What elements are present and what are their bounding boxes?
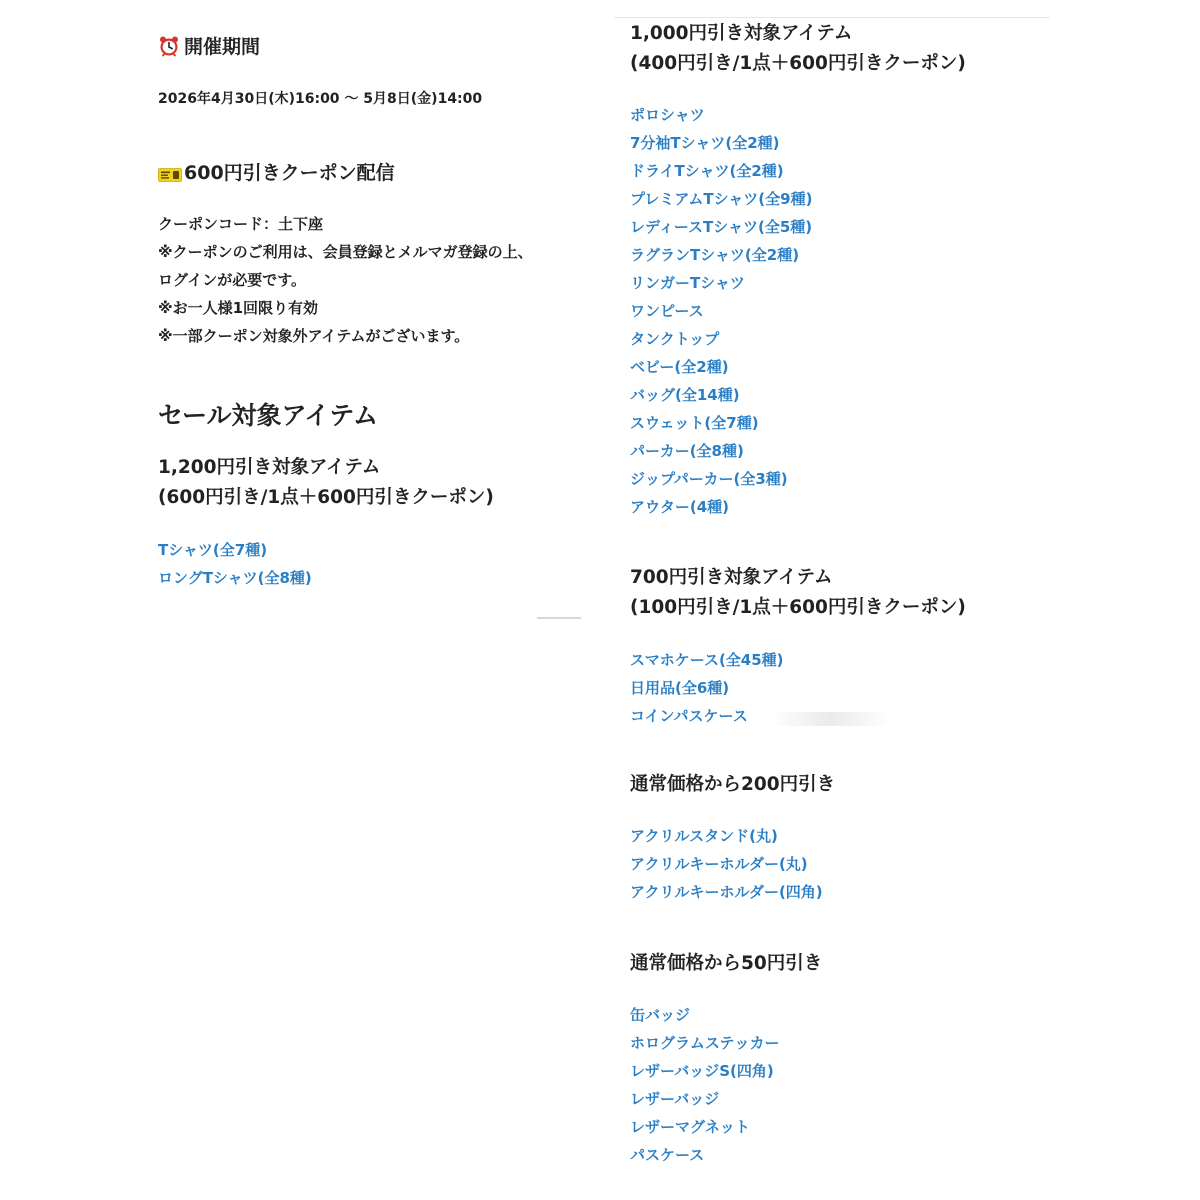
item-link[interactable]: 日用品(全6種) [630,679,730,697]
item-link[interactable]: リンガーTシャツ [630,274,745,292]
section-1200-items [158,536,312,592]
item-link[interactable]: スウェット(全7種) [630,414,759,432]
coupon-note-line: ※お一人様1回限り有効 [158,299,319,317]
section-700-heading [630,563,966,623]
column-divider [537,617,581,619]
item-link[interactable]: ラグランTシャツ(全2種) [630,246,800,264]
item-link[interactable]: アクリルキーホルダー(丸) [630,855,808,873]
item-link[interactable]: レザーバッジ [630,1090,720,1108]
item-link[interactable]: レザーマグネット [630,1118,750,1136]
section-200-heading [630,770,835,800]
section-heading-line: (400円引き/1点＋600円引きクーポン) [630,53,966,74]
coupon-details [158,210,533,350]
section-700-items [630,646,784,730]
section-200-items [630,822,823,906]
item-link[interactable]: バッグ(全14種) [630,386,740,404]
item-link[interactable]: ホログラムステッカー [630,1034,780,1052]
coupon-code-line: クーポンコード：土下座 [158,215,324,233]
item-link[interactable]: 缶バッジ [630,1006,691,1024]
item-link[interactable]: ポロシャツ [630,106,705,124]
item-link[interactable]: コインパスケース [630,707,748,725]
item-link[interactable]: ロングTシャツ(全8種) [158,569,312,587]
section-1000-items [630,101,812,521]
section-heading-line: 通常価格から50円引き [630,953,823,974]
item-link[interactable]: ワンピース [630,302,704,320]
section-50-items [630,1001,780,1169]
item-link[interactable]: ベビー(全2種) [630,358,729,376]
blurred-artifact [770,712,890,726]
coupon-note-line: ※クーポンのご利用は、会員登録とメルマガ登録の上、 [158,243,533,261]
item-link[interactable]: パーカー(全8種) [630,442,744,460]
top-divider [614,17,1050,18]
item-link[interactable]: レディースTシャツ(全5種) [630,218,813,236]
section-1000-heading [630,19,966,79]
item-link[interactable]: タンクトップ [630,330,720,348]
coupon-heading [158,158,395,185]
section-heading-line: 1,200円引き対象アイテム [158,457,381,478]
alarm-clock-icon [158,35,180,57]
section-heading-line: 通常価格から200円引き [630,774,836,795]
section-heading-line: (100円引き/1点＋600円引きクーポン) [630,597,966,618]
coupon-heading-text: 600円引きクーポン配信 [184,162,395,184]
coupon-note-line: ログインが必要です。 [158,271,307,289]
item-link[interactable]: アクリルキーホルダー(四角) [630,883,823,901]
item-link[interactable]: ジップパーカー(全3種) [630,470,788,488]
item-link[interactable]: アウター(4種) [630,498,729,516]
coupon-ticket-icon [158,165,182,179]
item-link[interactable]: スマホケース(全45種) [630,651,784,669]
item-link[interactable]: アクリルスタンド(丸) [630,827,778,845]
period-dates: 2026年4月30日(木)16:00 〜 5月8日(金)14:00 [158,91,483,107]
item-link[interactable]: 7分袖Tシャツ(全2種) [630,134,780,152]
section-1200-heading [158,453,494,513]
item-link[interactable]: レザーバッジS(四角) [630,1062,774,1080]
period-heading [158,32,260,59]
item-link[interactable]: Tシャツ(全7種) [158,541,268,559]
coupon-note-line: ※一部クーポン対象外アイテムがございます。 [158,327,470,345]
section-heading-line: 700円引き対象アイテム [630,567,833,588]
item-link[interactable]: ドライTシャツ(全2種) [630,162,784,180]
section-heading-line: (600円引き/1点＋600円引きクーポン) [158,487,494,508]
section-heading-line: 1,000円引き対象アイテム [630,23,853,44]
sale-title: セール対象アイテム [158,401,379,430]
section-50-heading [630,949,822,979]
item-link[interactable]: パスケース [630,1146,705,1164]
period-heading-text: 開催期間 [184,36,261,58]
item-link[interactable]: プレミアムTシャツ(全9種) [630,190,813,208]
